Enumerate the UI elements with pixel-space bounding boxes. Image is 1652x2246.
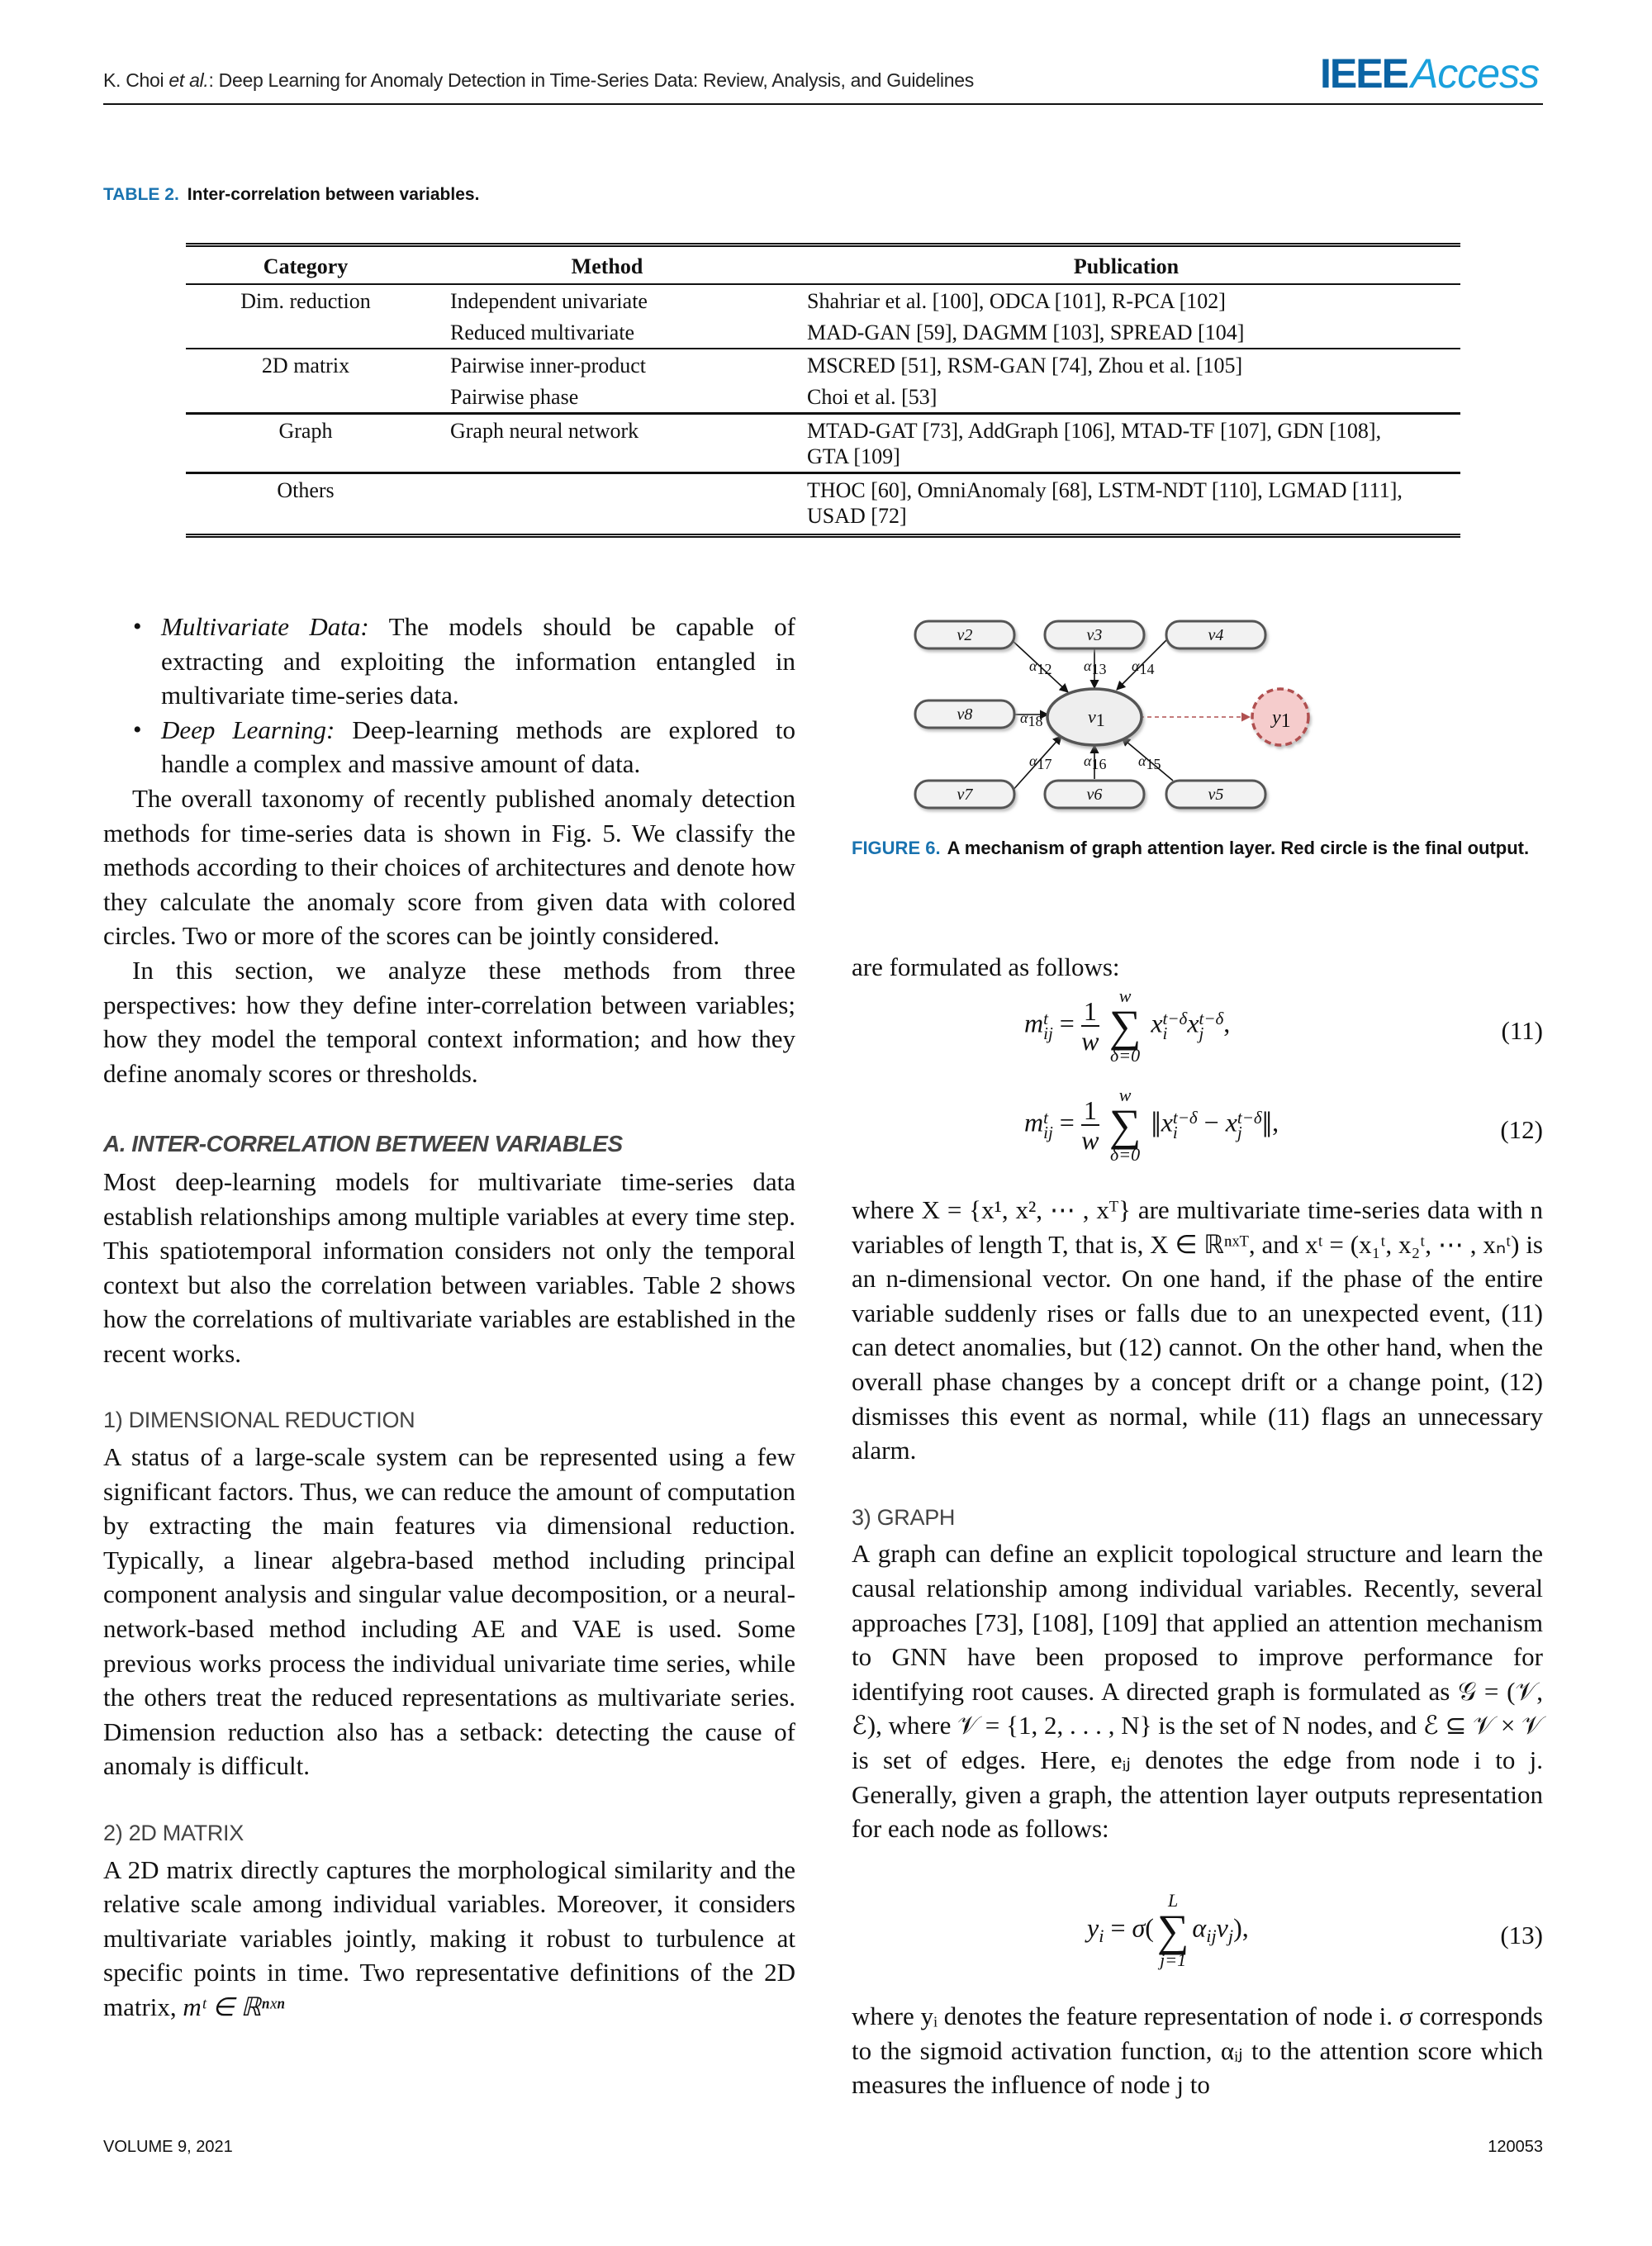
equation-13: $y_i = \sigma$( L ∑ j=1 $\alpha_{ij}v_j$), <box>1087 1890 1249 1970</box>
center-node-v1 <box>1047 689 1142 745</box>
publication-line: THOC [60], OmniAnomaly [68], LSTM-NDT [110], LGMAD [111], <box>807 478 1403 502</box>
cell-method: Independent univariate <box>450 289 648 313</box>
table-caption-text: Inter-correlation between variables. <box>187 185 480 204</box>
attention-weight-label: α17 <box>1029 753 1052 772</box>
attention-weight-label: α15 <box>1138 753 1161 772</box>
bullet-text: Deep-learning methods are explored to handle a complex and massive amount of data. <box>161 715 796 779</box>
section-heading-a: A. INTER-CORRELATION BETWEEN VARIABLES <box>103 1131 623 1157</box>
center-node-label: v1 <box>1088 706 1105 730</box>
paragraph-lead: are formulated as follows: <box>852 952 1120 981</box>
subsection-heading-2d-matrix: 2) 2D MATRIX <box>103 1821 244 1845</box>
publication-line: USAD [72] <box>807 504 907 528</box>
logo-access: Access <box>1410 50 1540 97</box>
right-column-lead <box>852 950 1543 985</box>
equation-11: m t ij = $\frac{1}{w}$ w ∑ δ=0 x t−δ i x t−δ j , <box>1024 985 1231 1066</box>
cell-publication <box>789 473 1460 536</box>
author: K. Choi <box>103 69 164 91</box>
equation-number-12: (12) <box>1500 1115 1543 1144</box>
right-column-body <box>852 1193 1543 1846</box>
table-row <box>186 316 1460 349</box>
table-header-row <box>186 245 1460 285</box>
table-row <box>186 473 1460 536</box>
figure-caption-text: A mechanism of graph attention layer. Red circle is the final output. <box>947 838 1530 858</box>
cell-method: Pairwise phase <box>425 381 789 414</box>
bullet-deep-learning <box>161 713 795 781</box>
table-row <box>186 381 1460 414</box>
paragraph-graph: A graph can define an explicit topological structure and learn the causal relationship among individual variables. Recently, several approaches [73], [108], [109] that applied an attention mechanism to GNN have been proposed to improve performance for identifying root causes. A directed graph is formulated as 𝒢 = (𝒱, ℰ), where 𝒱 = {1, 2, . . . , N} is the set of N nodes, and ℰ ⊆ 𝒱 × 𝒱 is set of edges. Here, eᵢⱼ denotes the edge from node i to j. Generally, given a graph, the attention layer outputs representation for each node as follows: <box>852 1539 1543 1844</box>
equation-12: m t ij = $\frac{1}{w}$ w ∑ δ=0 ‖x t−δ i − x t−δ j ‖, <box>1024 1085 1279 1165</box>
table-row <box>186 414 1460 473</box>
graph-node-v6 <box>1045 781 1144 808</box>
subsection-heading-dimensional-reduction: 1) DIMENSIONAL REDUCTION <box>103 1408 415 1433</box>
graph-node-label: v2 <box>957 626 973 644</box>
header-publication: Publication <box>789 245 1460 285</box>
requirements-list <box>103 610 795 781</box>
cell-category: Graph <box>186 414 425 473</box>
paragraph-2d-matrix <box>103 1853 795 2025</box>
output-node-label: y1 <box>1272 707 1291 732</box>
inter-correlation-table <box>186 243 1460 538</box>
footer-volume: VOLUME 9, 2021 <box>103 2138 233 2156</box>
figure-caption <box>852 836 1537 860</box>
graph-node-label: v8 <box>957 705 973 724</box>
paragraph-text: A 2D matrix directly captures the morphological similarity and the relative scale among individual variables. Moreover, it considers multivariate variables jointly, making it robust to turbulence at specific points in time. Two representative definitions of the 2D matrix, <box>103 1854 795 2021</box>
cell-category: 2D matrix <box>261 354 350 377</box>
cell-method <box>425 473 789 536</box>
header-category: Category <box>186 245 425 285</box>
cell-method: Pairwise inner-product <box>450 354 647 377</box>
figure-label: FIGURE 6. <box>852 838 941 858</box>
et-al: et al. <box>169 69 209 91</box>
footer-page-number: 120053 <box>1488 2138 1543 2156</box>
table-label: TABLE 2. <box>103 185 179 204</box>
running-title <box>103 69 974 92</box>
right-column-final <box>852 1999 1543 2102</box>
equation-number-11: (11) <box>1501 1016 1543 1045</box>
graph-node-label: v5 <box>1208 786 1224 804</box>
left-column <box>103 610 795 2025</box>
attention-weight-label: α16 <box>1084 753 1107 772</box>
graph-node-v2 <box>915 621 1014 648</box>
graph-node-v8 <box>915 700 1014 728</box>
bullet-multivariate <box>161 610 795 713</box>
graph-node-v3 <box>1045 621 1144 648</box>
graph-node-v5 <box>1166 781 1265 808</box>
inline-math: mᵗ ∈ ℝⁿˣⁿ <box>183 1992 285 2021</box>
bullet-text: The models should be capable of extracting and exploiting the information entangled in multivariate time-series data. <box>161 612 796 710</box>
publication-line: MTAD-GAT [73], AddGraph [106], MTAD-TF [107], GDN [108], <box>807 419 1382 443</box>
attention-weight-label: α14 <box>1132 658 1155 677</box>
header-rule <box>103 103 1543 105</box>
paragraph-intercorrelation: Most deep-learning models for multivariate time-series data establish relationships among multiple variables at every time step. This spatiotemporal information considers not only the temporal context but also the correlation between variables. Table 2 shows how the correlations of multivariate variables are established in the recent works. <box>103 1166 795 1368</box>
cell-publication: Shahriar et al. [100], ODCA [101], R-PCA [102] <box>807 289 1226 313</box>
cell-category: Others <box>186 473 425 536</box>
cell-method: Graph neural network <box>425 414 789 473</box>
cell-method: Reduced multivariate <box>425 316 789 349</box>
bullet-term: Multivariate Data: <box>161 612 369 641</box>
graph-node-label: v6 <box>1086 786 1103 804</box>
publication-line: GTA [109] <box>807 444 900 468</box>
table-caption <box>103 185 479 205</box>
graph-node-v7 <box>915 781 1014 808</box>
ieee-access-logo <box>1320 50 1539 97</box>
graph-node-label: v7 <box>957 786 973 804</box>
subsection-heading-graph: 3) GRAPH <box>852 1504 956 1530</box>
graph-attention-diagram <box>892 603 1487 834</box>
table-row <box>186 349 1460 381</box>
paragraph-taxonomy: The overall taxonomy of recently published anomaly detection methods for time-series data is shown in Fig. 5. We classify the methods according to their choices of architectures and denote how they calculate the anomaly score from given data with colored circles. Two or more of the scores can be jointly considered. <box>103 783 795 951</box>
attention-weight-label: α12 <box>1029 658 1052 677</box>
graph-node-label: v4 <box>1208 626 1224 644</box>
paragraph-attention-score: where yᵢ denotes the feature representation of node i. σ corresponds to the sigmoid activation function, αᵢⱼ to the attention score which measures the influence of node j to <box>852 2001 1543 2100</box>
attention-weight-label: α13 <box>1084 658 1107 677</box>
paragraph-eq-explanation: where X = {x¹, x², ⋯ , xᵀ} are multivariate time-series data with n variables of length T, that is, X ∈ ℝⁿˣᵀ, and xᵗ = (x₁ᵗ, x₂ᵗ, ⋯ , xₙᵗ) is an n-dimensional vector. On one hand, if the phase of the entire variable suddenly rises or falls due to an unexpected event, (11) can detect anomalies, but (12) cannot. On the other hand, when the overall phase changes by a concept drift or a change point, (12) dismisses this event as normal, while (11) flags an unnecessary alarm. <box>852 1195 1543 1465</box>
table-row <box>186 284 1460 316</box>
paragraph-perspectives: In this section, we analyze these methods from three perspectives: how they define inter-correlation between variables; how they model the temporal context information; and how they define anomaly scores or thresholds. <box>103 955 795 1088</box>
cell-publication: MAD-GAN [59], DAGMM [103], SPREAD [104] <box>789 316 1460 349</box>
cell-publication: MSCRED [51], RSM-GAN [74], Zhou et al. [105] <box>807 354 1243 377</box>
header-method: Method <box>425 245 789 285</box>
cell-category <box>186 316 425 349</box>
paragraph-dimensional-reduction: A status of a large-scale system can be represented using a few significant factors. Thus, we can reduce the amount of computation by extracting the main features via dimensional reduction. Typically, a linear algebra-based method including principal component analysis and singular value decomposition, or a neural-network-based method including AE and VAE is used. Some previous works process the individual univariate time series, while the others treat the reduced representations as multivariate series. Dimension reduction also has a setback: detecting the cause of anomaly is difficult. <box>103 1442 795 1781</box>
cell-publication <box>789 414 1460 473</box>
output-node-y1 <box>1252 689 1308 745</box>
paper-title: : Deep Learning for Anomaly Detection in Time-Series Data: Review, Analysis, and Guidelines <box>208 69 974 91</box>
bullet-term: Deep Learning: <box>161 715 335 744</box>
cell-publication: Choi et al. [53] <box>789 381 1460 414</box>
cell-category: Dim. reduction <box>240 289 371 313</box>
logo-ieee: IEEE <box>1320 50 1408 97</box>
attention-weight-label: α18 <box>1020 710 1043 729</box>
graph-node-v4 <box>1166 621 1265 648</box>
graph-node-label: v3 <box>1086 626 1103 644</box>
cell-category <box>186 381 425 414</box>
equation-number-13: (13) <box>1500 1921 1543 1949</box>
